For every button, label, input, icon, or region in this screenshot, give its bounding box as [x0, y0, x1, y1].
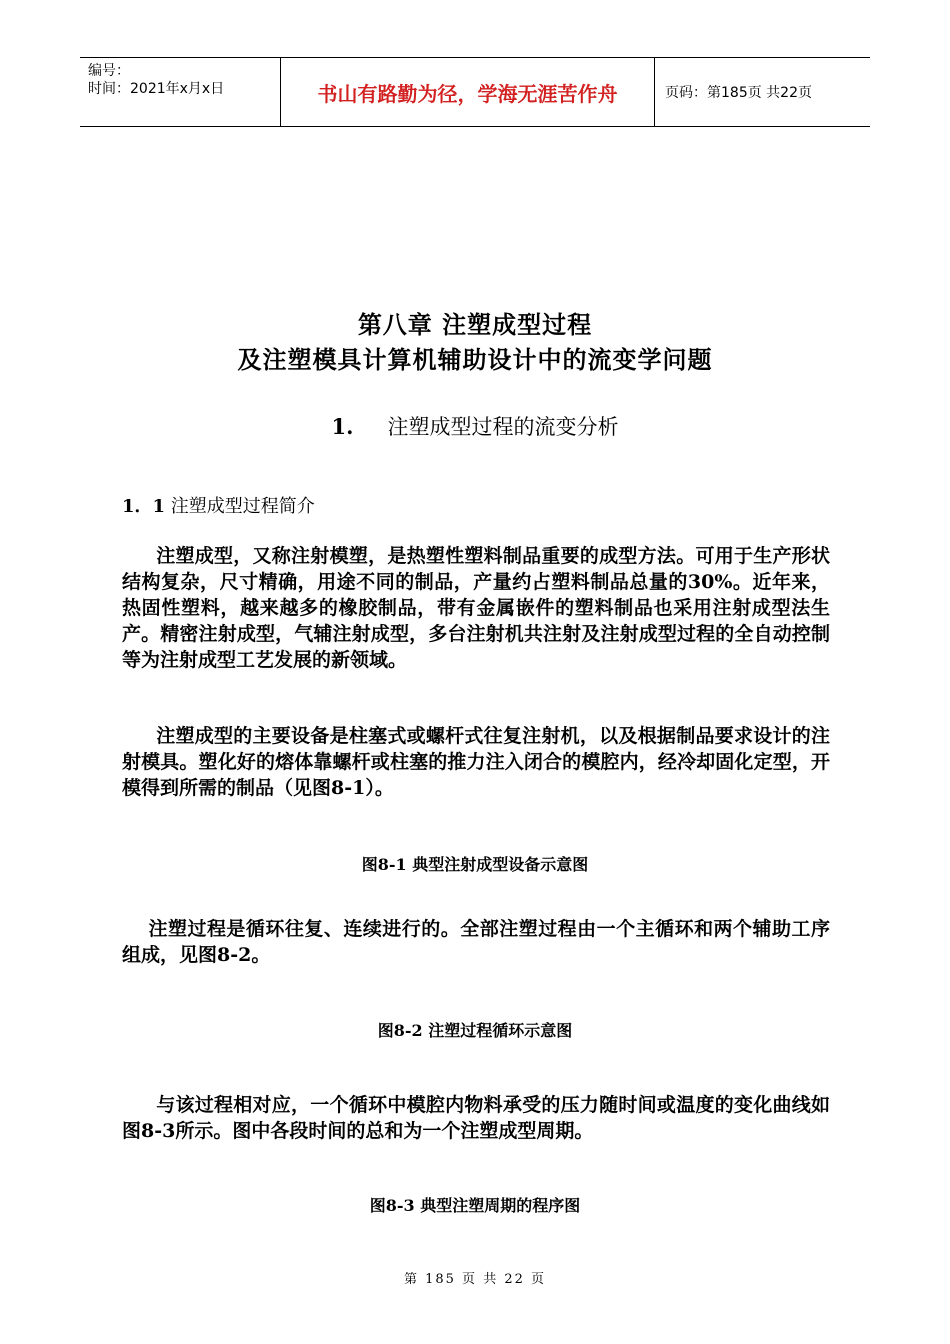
- paragraph-cycle: [122, 916, 830, 968]
- subsection-heading: [122, 492, 315, 518]
- section-number: 1.: [331, 414, 354, 439]
- paragraph-intro: [122, 543, 830, 673]
- subsection-number: 1．1: [122, 496, 166, 517]
- chapter-title-line2: 及注塑模具计算机辅助设计中的流变学问题: [237, 345, 713, 374]
- paragraph-text: 注塑过程是循环往复、连续进行的。全部注塑过程由一个主循环和两个辅助工序组成，见图8-2。: [122, 918, 830, 966]
- document-header: [80, 57, 870, 127]
- paragraph-pressure-curve: [122, 1092, 830, 1144]
- chapter-title-line1: 第八章 注塑成型过程: [357, 310, 593, 339]
- header-motto: 书山有路勤为径，学海无涯苦作舟: [281, 58, 655, 126]
- paragraph-equipment: [122, 723, 830, 801]
- paragraph-text: 与该过程相对应，一个循环中模腔内物料承受的压力随时间或温度的变化曲线如图8-3所示。图中各段时间的总和为一个注塑成型周期。: [122, 1094, 830, 1142]
- paragraph-text: 注塑成型的主要设备是柱塞式或螺杆式往复注射机，以及根据制品要求设计的注射模具。塑化好的熔体靠螺杆或柱塞的推力注入闭合的模腔内，经冷却固化定型，开模得到所需的制品（见图8-1）。: [122, 725, 830, 799]
- page-footer: 第 185 页 共 22 页: [403, 1272, 547, 1287]
- subsection-title: 注塑成型过程简介: [170, 496, 315, 517]
- paragraph-text: 注塑成型，又称注射模塑，是热塑性塑料制品重要的成型方法。可用于生产形状结构复杂，尺寸精确，用途不同的制品，产量约占塑料制品总量的30%。近年来，热固性塑料，越来越多的橡胶制品，带有金属嵌件的塑料制品也采用注射成型法生产。精密注射成型，气辅注射成型，多台注射机共注射及注射成型过程的全自动控制等为注射成型工艺发展的新领域。: [122, 545, 830, 671]
- header-page-info: 页码：第185页 共22页: [665, 85, 812, 101]
- serial-label: 编号：: [88, 63, 130, 79]
- header-meta-cell: [80, 58, 281, 126]
- figure-caption-8-3: 图8-3 典型注塑周期的程序图: [369, 1196, 581, 1215]
- section-title: 注塑成型过程的流变分析: [387, 415, 619, 439]
- figure-caption-8-2: 图8-2 注塑过程循环示意图: [377, 1021, 573, 1040]
- time-label: 时间：2021年x月x日: [88, 81, 225, 97]
- section-heading: [0, 411, 950, 441]
- figure-caption-8-1: 图8-1 典型注射成型设备示意图: [361, 855, 589, 874]
